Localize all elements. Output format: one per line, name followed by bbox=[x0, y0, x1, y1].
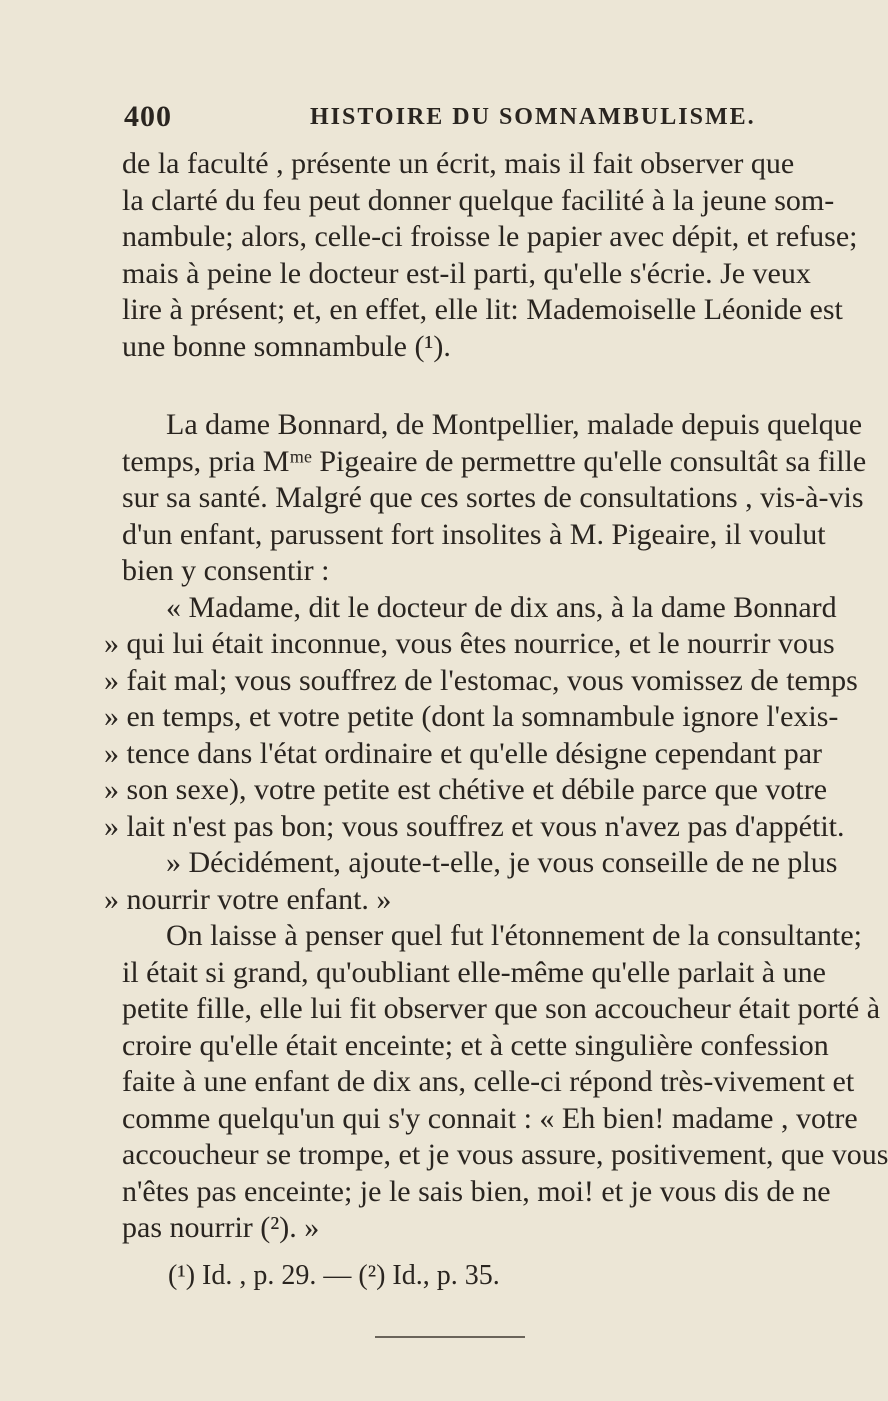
text-line: La dame Bonnard, de Montpellier, malade depuis quelque bbox=[166, 408, 863, 441]
text-line: lire à présent; et, en effet, elle lit: Mademoiselle Léonide est bbox=[122, 293, 843, 326]
running-head bbox=[124, 100, 764, 140]
text-line: On laisse à penser quel fut l'étonnement de la consultante; bbox=[166, 919, 863, 952]
quote-line: » tence dans l'état ordinaire et qu'elle désigne cependant par bbox=[104, 736, 822, 770]
text-line: faite à une enfant de dix ans, celle-ci répond très-vivement et bbox=[122, 1065, 855, 1098]
text-line: une bonne somnambule (¹). bbox=[122, 329, 451, 363]
text-line: pas nourrir (²). » bbox=[122, 1211, 320, 1244]
text-line: n'êtes pas enceinte; je le sais bien, moi! et je vous dis de ne bbox=[122, 1174, 831, 1208]
running-title: HISTOIRE DU SOMNAMBULISME. bbox=[310, 104, 756, 130]
footnotes: (¹) Id. , p. 29. — (²) Id., p. 35. bbox=[168, 1260, 500, 1291]
text-line: d'un enfant, parussent fort insolites à M. Pigeaire, il voulut bbox=[122, 517, 826, 551]
text-line: il était si grand, qu'oubliant elle-même qu'elle parlait à une bbox=[122, 955, 826, 989]
text-line: de la faculté , présente un écrit, mais il fait observer que bbox=[122, 147, 795, 180]
body-text bbox=[104, 146, 888, 1247]
quote-line: » qui lui était inconnue, vous êtes nourrice, et le nourrir vous bbox=[104, 627, 835, 660]
text-line: nambule; alors, celle-ci froisse le papier avec dépit, et refuse; bbox=[122, 220, 858, 253]
page-number: 400 bbox=[124, 100, 172, 133]
quote-line: » fait mal; vous souffrez de l'estomac, vous vomissez de temps bbox=[104, 663, 858, 697]
text-line: accoucheur se trompe, et je vous assure, positivement, que vous bbox=[122, 1138, 888, 1171]
text-line: sur sa santé. Malgré que ces sortes de consultations , vis-à-vis bbox=[122, 481, 864, 514]
text-line: mais à peine le docteur est-il parti, qu'elle s'écrie. Je veux bbox=[122, 256, 811, 290]
quote-line: » en temps, et votre petite (dont la somnambule ignore l'exis- bbox=[104, 700, 839, 733]
text-line: temps, pria Mᵐᵉ Pigeaire de permettre qu'elle consultât sa fille bbox=[122, 444, 867, 478]
text-line: comme quelqu'un qui s'y connait : « Eh bien! madame , votre bbox=[122, 1101, 858, 1135]
paragraph-gap bbox=[122, 365, 772, 407]
quote-line: » lait n'est pas bon; vous souffrez et vous n'avez pas d'appétit. bbox=[104, 809, 845, 843]
quote-line: » son sexe), votre petite est chétive et débile parce que votre bbox=[104, 773, 828, 806]
text-line: bien y consentir : bbox=[122, 554, 330, 587]
quote-line: » Décidément, ajoute-t-elle, je vous conseille de ne plus bbox=[166, 846, 838, 879]
footer-rule bbox=[375, 1336, 525, 1338]
quote-line: » nourrir votre enfant. » bbox=[104, 882, 392, 916]
text-line: croire qu'elle était enceinte; et à cette singulière confession bbox=[122, 1028, 829, 1062]
text-line: petite fille, elle lui fit observer que son accoucheur était porté à bbox=[122, 992, 881, 1025]
text-line: la clarté du feu peut donner quelque facilité à la jeune som- bbox=[122, 183, 835, 217]
quote-line: « Madame, dit le docteur de dix ans, à la dame Bonnard bbox=[166, 590, 837, 624]
